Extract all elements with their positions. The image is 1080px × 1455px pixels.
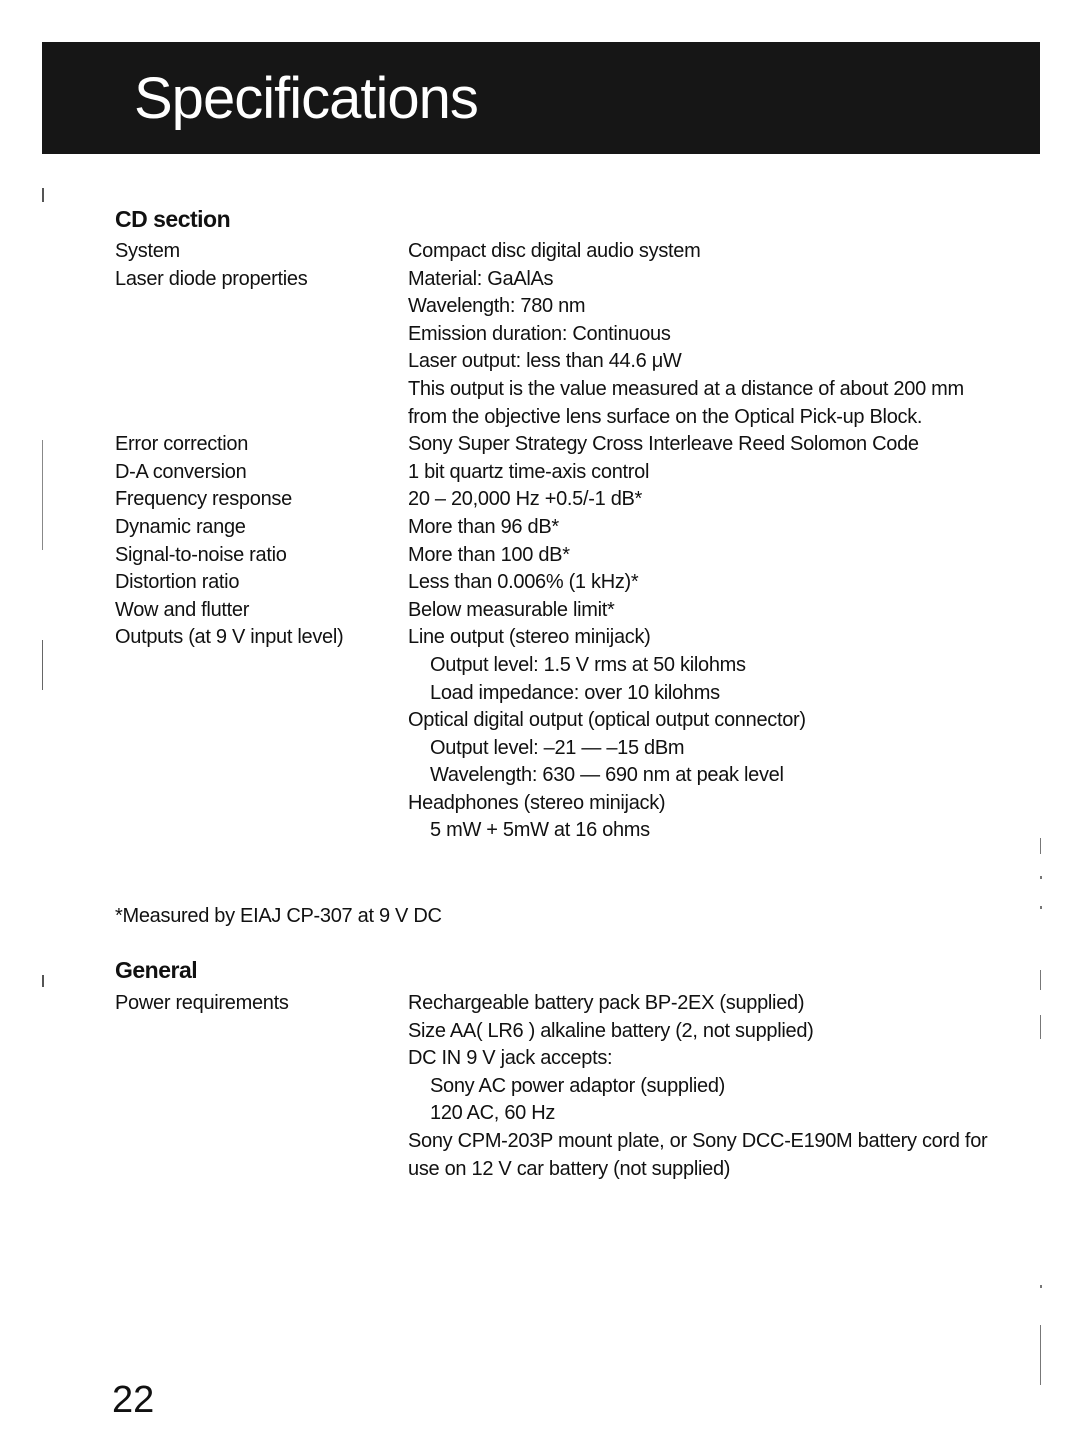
spec-value: DC IN 9 V jack accepts: — [408, 1047, 613, 1070]
spec-row-wow-flutter — [115, 597, 1015, 625]
spec-label: D-A conversion — [115, 460, 247, 483]
margin-dot — [1040, 876, 1042, 879]
spec-value: Headphones (stereo minijack) — [408, 791, 666, 814]
spec-row-outputs — [115, 624, 1015, 845]
spec-value: Load impedance: over 10 kilohms — [430, 681, 720, 704]
spec-value: Wavelength: 630 — 690 nm at peak level — [430, 764, 784, 787]
spec-value: More than 100 dB* — [408, 543, 570, 566]
margin-mark — [42, 188, 44, 202]
spec-label: Laser diode properties — [115, 267, 308, 290]
spec-row-error-correction — [115, 431, 1015, 459]
spec-value: 1 bit quartz time-axis control — [408, 460, 650, 483]
margin-mark — [42, 440, 43, 550]
spec-value: Line output (stereo minijack) — [408, 626, 651, 649]
margin-dot — [1040, 970, 1041, 990]
spec-label: Dynamic range — [115, 515, 246, 538]
margin-dot — [1040, 1015, 1041, 1039]
spec-values — [408, 431, 1015, 459]
spec-row-power-requirements — [115, 990, 1015, 1183]
spec-label: Wow and flutter — [115, 598, 250, 621]
spec-label: Frequency response — [115, 488, 292, 511]
spec-value: Optical digital output (optical output connector) — [408, 709, 806, 732]
spec-row-laser-diode — [115, 266, 1015, 432]
spec-row-system — [115, 238, 1015, 266]
spec-value: Wavelength: 780 nm — [408, 295, 586, 318]
footnote: *Measured by EIAJ CP-307 at 9 V DC — [115, 905, 442, 927]
cd-spec-table — [115, 238, 1015, 845]
margin-dot — [1040, 1285, 1042, 1288]
spec-value: Output level: –21 — –15 dBm — [430, 736, 685, 759]
margin-mark — [42, 640, 43, 690]
spec-value: This output is the value measured at a distance of about 200 mm from the objective lens surface on the Optical Pick-up Block. — [408, 377, 964, 428]
spec-label: Error correction — [115, 433, 249, 456]
spec-label: System — [115, 240, 180, 262]
spec-values — [408, 624, 1015, 845]
spec-value: Sony AC power adaptor (supplied) — [430, 1074, 726, 1097]
spec-value: Compact disc digital audio system — [408, 240, 701, 262]
spec-label: Outputs (at 9 V input level) — [115, 626, 344, 649]
margin-dot — [1040, 838, 1041, 854]
spec-value: Size AA( LR6 ) alkaline battery (2, not supplied) — [408, 1019, 814, 1042]
spec-value: 20 – 20,000 Hz +0.5/-1 dB* — [408, 488, 643, 511]
spec-value: Sony CPM-203P mount plate, or Sony DCC-E190M battery cord for use on 12 V car battery (not supplied) — [408, 1129, 988, 1180]
spec-label: Distortion ratio — [115, 571, 240, 594]
margin-dot — [1040, 1325, 1041, 1385]
spec-value: Less than 0.006% (1 kHz)* — [408, 571, 639, 594]
spec-values — [408, 542, 1015, 570]
spec-value: Rechargeable battery pack BP-2EX (supplied) — [408, 992, 805, 1014]
margin-dot — [1040, 906, 1042, 909]
spec-value: Sony Super Strategy Cross Interleave Reed Solomon Code — [408, 433, 919, 456]
spec-value: Laser output: less than 44.6 μW — [408, 350, 682, 373]
spec-value: Below measurable limit* — [408, 598, 615, 621]
spec-values — [408, 266, 1015, 432]
spec-row-signal-to-noise — [115, 542, 1015, 570]
spec-values — [408, 990, 1015, 1183]
general-section-heading: General — [115, 957, 198, 983]
spec-label: Signal-to-noise ratio — [115, 543, 287, 566]
title-bar — [42, 42, 1040, 154]
spec-row-frequency-response — [115, 486, 1015, 514]
spec-values — [408, 459, 1015, 487]
spec-value: 5 mW + 5mW at 16 ohms — [430, 819, 650, 842]
spec-row-da-conversion — [115, 459, 1015, 487]
spec-value: More than 96 dB* — [408, 515, 559, 538]
page-number: 22 — [112, 1379, 155, 1421]
spec-value: Material: GaAlAs — [408, 267, 554, 290]
margin-mark — [42, 975, 44, 987]
spec-row-distortion-ratio — [115, 569, 1015, 597]
spec-value: Emission duration: Continuous — [408, 322, 671, 345]
spec-values — [408, 597, 1015, 625]
spec-row-dynamic-range — [115, 514, 1015, 542]
spec-label: Power requirements — [115, 992, 289, 1014]
general-spec-table — [115, 990, 1015, 1183]
spec-value: Output level: 1.5 V rms at 50 kilohms — [430, 653, 746, 676]
spec-value: 120 AC, 60 Hz — [430, 1102, 556, 1125]
spec-values — [408, 569, 1015, 597]
cd-section-heading: CD section — [115, 206, 231, 232]
spec-values — [408, 514, 1015, 542]
page-title: Specifications — [134, 66, 478, 131]
spec-values — [408, 486, 1015, 514]
spec-values — [408, 238, 1015, 266]
